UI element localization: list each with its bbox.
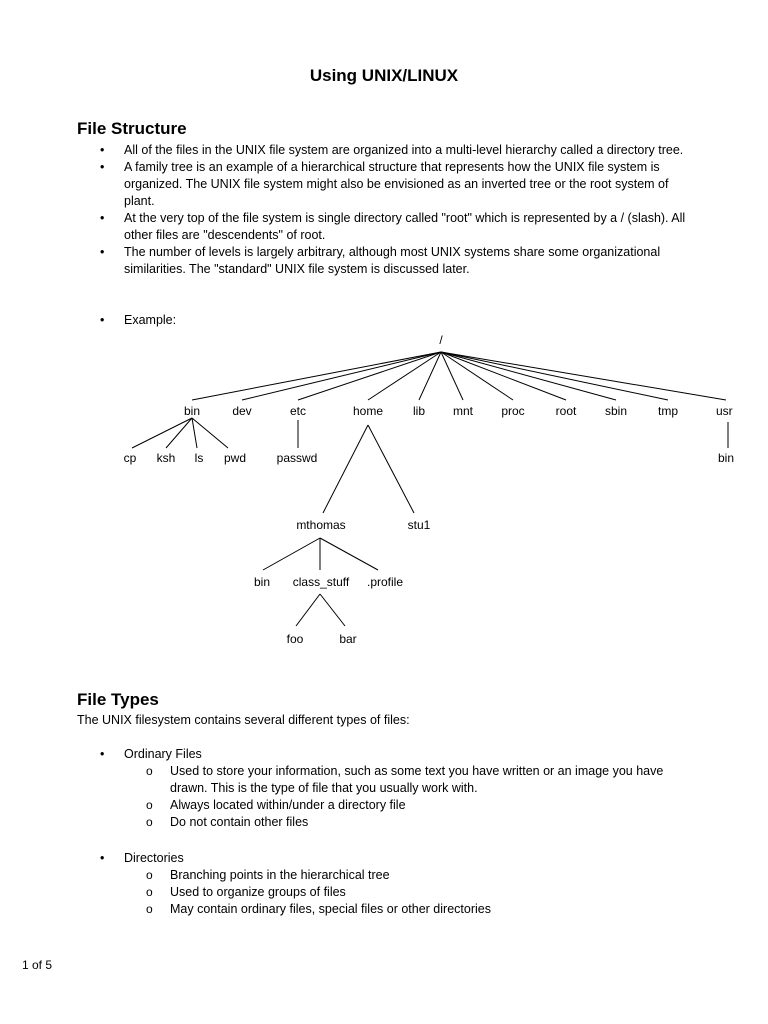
edge-root-etc [298,352,441,400]
tree-node-ksh: ksh [156,451,176,465]
group-label: Ordinary Files [124,747,202,761]
tree-node-mthomas: mthomas [296,518,346,532]
tree-node-class-stuff: class_stuff [292,575,350,589]
page-number: 1 of 5 [22,958,53,972]
tree-node-profile: .profile [366,575,404,589]
tree-node-tmp: tmp [657,404,679,418]
edge-mthomas-bin [263,538,320,570]
tree-node-pwd: pwd [223,451,247,465]
edge-bin-pwd [192,418,228,448]
sub-list-item: o May contain ordinary files, special files or other directories [146,901,700,918]
sub-list-item: o Used to store your information, such as some text you have written or an image you have drawn. This is the type of file that you usually work with. [146,763,700,797]
example-bullet [100,312,700,329]
tree-node-sbin: sbin [604,404,628,418]
list-item: • At the very top of the file system is single directory called "root" which is represented by a / (slash). All other files are "descendents" of root. [100,210,700,244]
list-item-directories [100,850,700,918]
tree-node-ls: ls [194,451,204,465]
list-item: • All of the files in the UNIX file system are organized into a multi-level hierarchy called a directory tree. [100,142,700,159]
tree-node-mthomas-bin: bin [253,575,271,589]
tree-node-dev: dev [232,404,252,418]
edge-bin-ls [192,418,197,448]
tree-node-proc: proc [501,404,525,418]
list-item: • A family tree is an example of a hierarchical structure that represents how the UNIX file system is organized. The UNIX file system might also be envisioned as an inverted tree or the root system of plant. [100,159,700,210]
edge-class-stuff-bar [320,594,345,626]
edge-mthomas-profile [320,538,378,570]
tree-node-root-dir: root [555,404,577,418]
tree-node-root: / [439,333,443,347]
tree-node-foo: foo [286,632,304,646]
group-label: Directories [124,851,184,865]
edge-class-stuff-foo [296,594,320,626]
list-item-ordinary-files [100,746,700,831]
file-structure-bullets [100,142,700,278]
sub-list-item: o Always located within/under a directory file [146,797,700,814]
file-types-intro: The UNIX filesystem contains several different types of files: [77,713,410,727]
section-heading-file-structure: File Structure [77,119,187,138]
page-title: Using UNIX/LINUX [309,66,459,85]
edge-root-tmp [441,352,668,400]
list-item: • The number of levels is largely arbitrary, although most UNIX systems share some organizational similarities. The "standard" UNIX file system is discussed later. [100,244,700,278]
tree-node-stu1: stu1 [407,518,431,532]
sub-list-item: o Do not contain other files [146,814,700,831]
tree-node-cp: cp [123,451,137,465]
tree-node-usr-bin: bin [718,451,735,465]
tree-node-bin: bin [183,404,201,418]
tree-node-bar: bar [339,632,357,646]
section-heading-file-types: File Types [77,690,159,709]
sub-list-item: o Used to organize groups of files [146,884,700,901]
ordinary-files-group [100,746,700,831]
tree-node-etc: etc [289,404,307,418]
edge-root-sbin [441,352,616,400]
directory-tree-diagram [0,330,768,660]
example-label: • Example: [100,312,700,329]
tree-node-home: home [352,404,384,418]
tree-node-lib: lib [412,404,426,418]
tree-node-mnt: mnt [452,404,474,418]
sub-list-item: o Branching points in the hierarchical tree [146,867,700,884]
edge-home-mthomas [323,425,368,513]
edge-root-usr [441,352,726,400]
tree-node-passwd: passwd [276,451,318,465]
ordinary-files-sublist [124,763,700,831]
edge-root-dev [242,352,441,400]
edge-home-stu1 [368,425,414,513]
directories-sublist [124,867,700,918]
tree-node-usr: usr [716,404,733,418]
directories-group [100,850,700,918]
edge-bin-ksh [166,418,192,448]
edge-bin-cp [132,418,192,448]
